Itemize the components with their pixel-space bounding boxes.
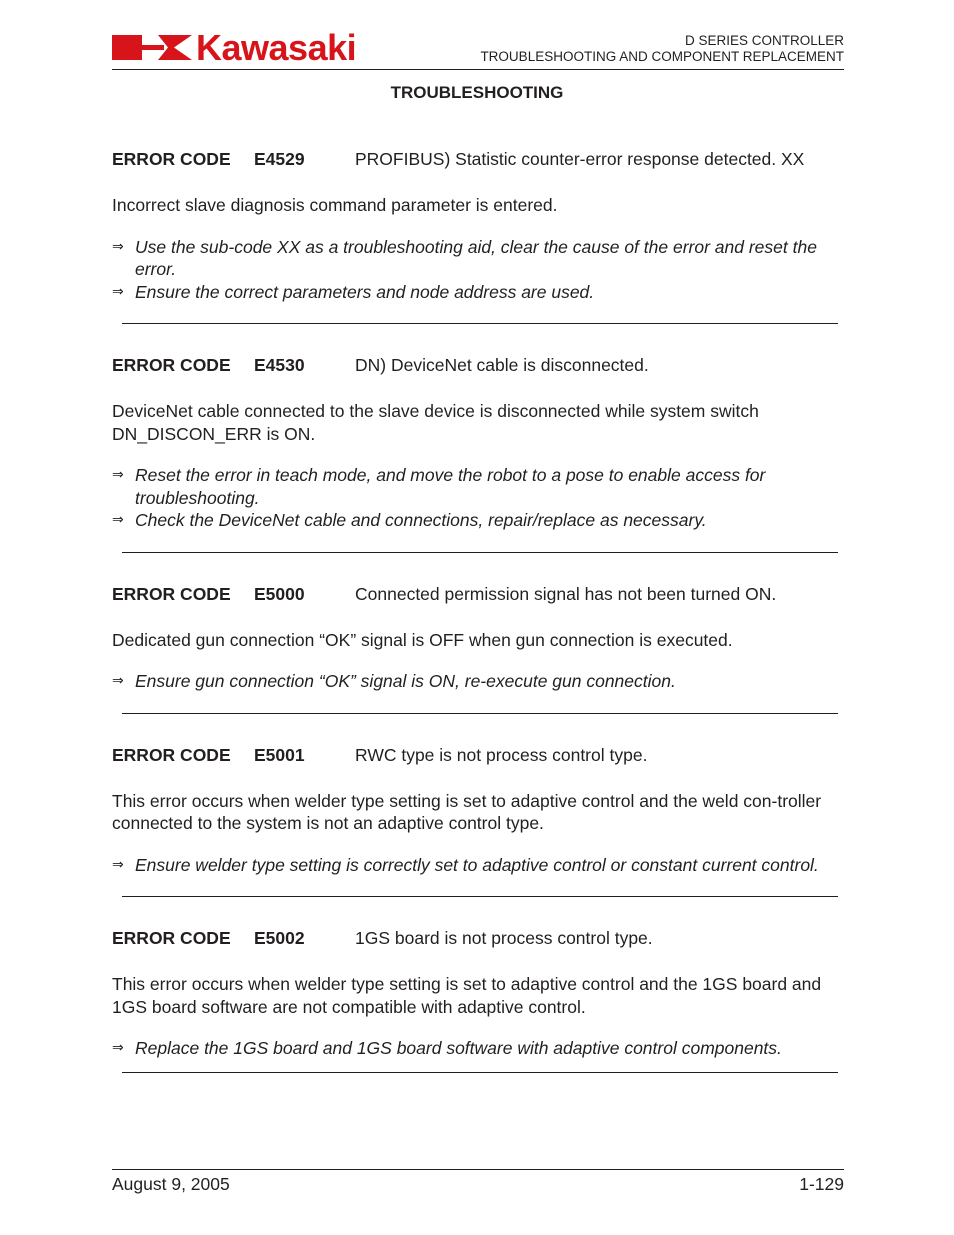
error-detail: Incorrect slave diagnosis command parameter is entered. xyxy=(112,195,558,215)
action-list xyxy=(112,464,844,532)
error-description: RWC type is not process control type. xyxy=(355,744,648,765)
action-text: Replace the 1GS board and 1GS board software with adaptive control components. xyxy=(135,1038,782,1058)
error-entry xyxy=(112,148,844,324)
action-item xyxy=(112,670,844,693)
error-code-label: ERROR CODE xyxy=(112,149,231,169)
error-heading xyxy=(112,744,844,768)
error-description: DN) DeviceNet cable is disconnected. xyxy=(355,355,649,375)
error-description: PROFIBUS) Statistic counter-error response detected. XX xyxy=(355,149,805,169)
error-code: E4530 xyxy=(254,355,305,375)
error-code-label: ERROR CODE xyxy=(112,583,231,604)
implies-arrow-icon: ⇒ xyxy=(112,467,124,483)
action-item xyxy=(112,509,844,532)
footer-date: August 9, 2005 xyxy=(112,1174,230,1194)
action-item xyxy=(112,464,844,509)
header-series-title: D SERIES CONTROLLER xyxy=(684,33,844,48)
action-item xyxy=(112,1037,844,1060)
action-text: Check the DeviceNet cable and connections, repair/replace as necessary. xyxy=(135,510,707,530)
error-code: E5001 xyxy=(254,744,305,765)
error-list xyxy=(112,148,844,1103)
logo-wordmark: Kawasaki xyxy=(196,27,357,68)
action-text: Ensure welder type setting is correctly set to adaptive control or constant current control. xyxy=(135,854,819,875)
entry-divider xyxy=(122,552,838,553)
error-code-label: ERROR CODE xyxy=(112,928,231,948)
action-item xyxy=(112,236,844,281)
implies-arrow-icon: ⇒ xyxy=(112,1040,124,1056)
error-heading xyxy=(112,583,844,607)
error-entry xyxy=(112,583,844,714)
error-entry xyxy=(112,744,844,898)
error-entry xyxy=(112,354,844,553)
implies-arrow-icon: ⇒ xyxy=(112,238,124,255)
implies-arrow-icon: ⇒ xyxy=(112,283,124,300)
document-header xyxy=(480,33,844,65)
error-code: E5000 xyxy=(254,583,305,604)
section-title: TROUBLESHOOTING xyxy=(390,83,564,102)
action-item xyxy=(112,854,844,877)
error-heading xyxy=(112,354,844,378)
action-text: Use the sub-code XX as a troubleshooting aid, clear the cause of the error and reset the error. xyxy=(135,236,817,279)
action-list xyxy=(112,854,844,877)
error-code: E5002 xyxy=(254,928,305,948)
error-detail: This error occurs when welder type setting is set to adaptive control and the 1GS board and 1GS board software are not compatible with adaptive control. xyxy=(112,974,822,1017)
error-description: 1GS board is not process control type. xyxy=(355,928,653,948)
error-detail: This error occurs when welder type setting is set to adaptive control and the weld con-troller connected to the system is not an adaptive control type. xyxy=(112,790,822,833)
entry-divider xyxy=(122,896,838,897)
header-divider xyxy=(112,69,844,70)
error-description: Connected permission signal has not been turned ON. xyxy=(355,583,777,604)
action-text: Ensure the correct parameters and node address are used. xyxy=(135,281,595,302)
error-detail: Dedicated gun connection “OK” signal is OFF when gun connection is executed. xyxy=(112,629,733,650)
kawasaki-logo xyxy=(112,27,390,68)
error-code-label: ERROR CODE xyxy=(112,355,231,375)
error-entry xyxy=(112,927,844,1073)
error-code: E4529 xyxy=(254,149,305,169)
entry-divider xyxy=(122,1072,838,1073)
action-list xyxy=(112,670,844,693)
action-list xyxy=(112,236,844,304)
footer-divider xyxy=(112,1169,844,1170)
error-code-label: ERROR CODE xyxy=(112,744,231,765)
error-heading xyxy=(112,927,844,951)
implies-arrow-icon: ⇒ xyxy=(112,512,124,528)
header-chapter-title: TROUBLESHOOTING AND COMPONENT REPLACEMENT xyxy=(480,49,844,64)
action-list xyxy=(112,1037,844,1060)
entry-divider xyxy=(122,713,838,714)
error-detail: DeviceNet cable connected to the slave device is disconnected while system switch DN_DISCON_ERR is ON. xyxy=(112,401,759,444)
action-item xyxy=(112,281,844,304)
implies-arrow-icon: ⇒ xyxy=(112,673,124,689)
entry-divider xyxy=(122,323,838,324)
page-number: 1-129 xyxy=(799,1174,844,1194)
kawasaki-emblem-icon xyxy=(112,34,192,64)
implies-arrow-icon: ⇒ xyxy=(112,856,124,873)
action-text: Reset the error in teach mode, and move the robot to a pose to enable access for troubleshooting. xyxy=(135,465,766,508)
action-text: Ensure gun connection “OK” signal is ON, re-execute gun connection. xyxy=(135,671,676,691)
error-heading xyxy=(112,148,844,172)
